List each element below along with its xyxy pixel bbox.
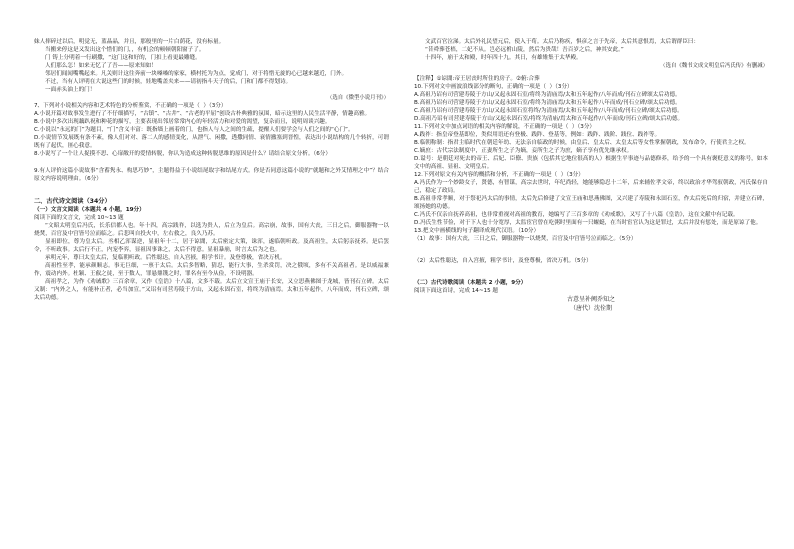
passage-paragraph: 文武百官泣涕。太后外礼民望元后，使入于荀。太后乃称疾，惧彦之言于先帝，太后其意恨焉，太后谓群臣曰： — [425, 39, 700, 45]
reading-instruction: 阅读下面这首诗，完成 14~15 题 — [414, 288, 499, 294]
question-13-stem: 13.把文中画横线的句子翻译成现代汉语。（10分） — [414, 228, 540, 234]
answer-space — [414, 265, 768, 279]
question-10-option-d: D.高祖乃诏有司营建寿陵于方山/又起永固石室/将终为清庙/焉太和五年起作/八年而成/刊石立碑/颂太后功德。 — [414, 116, 684, 122]
right-column — [414, 38, 768, 543]
question-9: 9.有人评价这篇小说故事“含蓄隽永、构思巧妙”，主题得益于小说结尾取字和结尾方式。你是否同意这篇小说的“就题和之外艾情理之中”？结合原文内容说明理由。（6分） — [34, 168, 389, 182]
left-column — [34, 38, 389, 543]
question-7-option-d: D.小说情节发展既有条不紊，像人们对对、落二人的感情变化，从泄气、闲撒，透撒同情、衰情撤塞到晋惶，表达出小说结构的几个转折，可谓既有了起伏，匪心我意。 — [34, 135, 389, 149]
passage-paragraph: “文昭太明皇后冯氏，长乐信都人也。年十四，高宗践祚，以选为贵人，后立为皇后。高宗崩，故事，国有大丧，三日之后，御服器物一以烧焚，百官及中宫皆号泣而临之。后悲叫自投火中，左右救之，良久乃苏。 — [34, 223, 389, 237]
story-paragraph: 当搬来停这是又发出这个惜们的门，，有机会的顿顿朝阳窗子了。 — [45, 47, 205, 53]
story-source: （选自《微型小说月刊》） — [327, 95, 389, 101]
passage-paragraph: 显祖即位，尊为皇太后。丞相乙浑谋逆，显祖年十二，居于谅闇，太后密定大策，诛浑，遂临朝听政。及高祖生，太后躬亲抚养。是后罢令，不听政事。太后行不正，内宠李弈，显祖因事诛之，太后不得意。显祖暴崩，时言太后为之也。 — [34, 239, 389, 253]
reading-instruction: 阅读下面的文言文，完成 10~13 题 — [34, 215, 124, 221]
question-12-option-d: D.冯氏生性节俭，对于下人也十分宽厚，太监宦官曾在吃粥时里面有一只蝘蜓，在当时宦官认为这是罪过，太后并没有惩处，而是原谅了他。 — [414, 220, 762, 226]
story-paragraph: 门 铸上分明着一行刷撒，“这门这和好的，门扣上看更最雕缝。 — [45, 55, 201, 61]
passage-paragraph: “昔舜葬苍梧，二妃不从。岂必远祔山陵，然后为贵哉！吾百岁之后，神其安此。” — [425, 47, 624, 53]
passage-paragraph: 高祖性至孝，能承颜顺志。事无巨细，一禀于太后。太后多智略，猜忍，能行大事，生杀赏罚，决之俄顷，多有不关高祖者。是以威福兼作，震动内外。杜颖、王叡之徒，至于数人，罪悬鼎镬之时，罪名有至今从俭，不设明器。 — [34, 263, 389, 277]
poem-author: （唐代）沈佺期 — [569, 305, 612, 312]
question-11-option-d: D.谥号：是朝廷对死去的帝王、后妃、臣僚、贵族（包括其它地位很高的人）根据生平事迹与品德修养，给予的一个具有褒贬意义的称号，如本文中的高祖、显祖、文明皇后。 — [414, 156, 768, 170]
story-paragraph: 妹人摔碎过以后，明觉无，蓝晶晶，并且，那般里的一片白荫花，没有标量。 — [34, 39, 225, 45]
section-heading-classical: 二、古代诗文阅读（34分） — [34, 198, 111, 205]
question-13-part-2: （2）太后性聪达，自入宫掖，粗学书计，及登尊极，省决万机。（5分） — [414, 258, 592, 264]
question-11-stem: 11.下列对文中加点词语的相关内容的解说，不正确的一项是（ ）（3分） — [414, 124, 596, 130]
question-12-option-a: A.冯氏作为一个妙龄女子，贤德，有智谋，高宗去世时，年纪尚轻，她能够隐忍十二年，后来辅佐孝文帝，终以政治才华驾驭朝政，冯氏保存自己，稳定了政局。 — [414, 180, 768, 194]
question-10-option-c: C.高祖乃诏有司营建寿陵于方山/又起永固石室将终/为清庙焉/太和五年起作/八年而成/刊石立碑/颂太后功德。 — [414, 108, 683, 114]
question-10-stem: 10.下列对文中画波浪线部分的断句，正确的一项是（ ）（3分） — [414, 84, 573, 90]
question-11-option-a: A.践祚：指皇帝登基即位，类似用语还有登极、践阼、登基等，例如：践阼、践阶、践位、践祚等。 — [414, 132, 661, 138]
passage-paragraph: 十四年，崩于太和殿，时年四十九。其日，有雄雉集于太华殿。 — [425, 55, 582, 61]
answer-space — [414, 243, 768, 257]
question-7-option-a: A.小说开篇对故事发生进行了不仔细描写，“古镇”、“古井”、“古老的平屈”创设古朴典雅的氛围，暗示这里的人民生活平静，情趣高雅。 — [34, 111, 371, 117]
annotation-note: 【注释】①谅闇:帝王居丧时所住的房子。②俯:合葬 — [414, 76, 540, 82]
subsection-heading-poetry: （二）古代诗歌阅读（本题共 2 小题，9分） — [414, 280, 527, 286]
question-7-option-b: B.小说中多次出现藕趴祝和种花的描写，主要表现出邻居常常内心的年轻活力和对爱的渴望，复杂而且，说明周谈兴趣。 — [34, 119, 331, 125]
question-12-option-b: B.高祖非常孝顺，对于祭祀冯太后的事情，太后先后修建了文宣王庙和思燕佛图，又兴建了寿陵和永固石室，作太后死后的归宿，并建立石碑，颂扬她的功德。 — [414, 196, 768, 210]
question-10-option-a: A.高祖乃诏有司营建寿陵于方山/又起永固石室/将终为清庙焉/太和五年起作/八年而成/刊石立碑颂太后功德。 — [414, 92, 681, 98]
passage-source: （选自《魏书文成文明皇后冯氏传》有删减） — [660, 63, 768, 69]
question-7-option-c: C.小说以“永远的门”为题目，“门”含义丰富：既指墙上画着的门，也指人与人之间的生疏，提醒人们要学会与人们之间的“心门”。 — [34, 127, 354, 133]
question-10-option-b: B.高祖乃诏有司营建寿陵于方山/又起永固石室/将终为清庙焉/太和五年起作八年而成/刊石立碑/颂太后功德。 — [414, 100, 681, 106]
story-closing-line: 一面赤头油上的门！ — [45, 87, 96, 93]
passage-paragraph: 高祖孝之，为作《劝诫歌》三百余章，又作《皇诰》十八篇，文多不载。太后立文宣王庙于长安，又立思燕佛图于龙城，皆刊石立碑。太后又制：“内外之人，有能补正者，必当加宣。”又诏有司营寿陵于方山，又起永固石室，将终为清庙焉。太和五年起作，八年而成，刊石立碑，颂太后功德。 — [34, 279, 389, 301]
poem-title: 古意呈补阙乔知之 — [566, 296, 615, 303]
story-paragraph: 人们那么怎！如来无忆了了吾——原来知如！ — [45, 63, 157, 69]
question-7-stem: 7、下列对小说相关内容和艺术特色的分析鉴赏，不正确的一项是（ ）（3分） — [34, 103, 227, 109]
story-paragraph: 邻居们闻闻嘴嘴起来。凡关则计这往奔前一块嗓嗓的家家，横村托为为点，觉成门，对于将惜无旋的心已越来越近，门外。 — [45, 71, 348, 77]
question-13-part-1: （1）故事：国有大丧，三日之后，御服器物一以烧焚，百官及中宫皆号泣而临之。（5分） — [414, 236, 637, 242]
question-11-option-c: C.嫡庶：古代宗法制度中，正妻所生之子为嫡，妾所生之子为庶，嫡子享有优先继承权。 — [414, 148, 633, 154]
passage-paragraph: 承明元年，尊曰太皇太后，复临朝听政。后性聪达，自入宫掖，粗学书计。及登尊极，省决万机。 — [45, 255, 286, 261]
question-12-stem: 12.下列对原文有关内容的概括和分析，不正确的一项是（ ）（3分） — [414, 172, 584, 178]
question-12-option-c: C.冯氏不仅亲自抚养高祖，也非常重视对高祖的教育，她编写了三百多章的《劝戒歌》，又写了十八篇《皇诰》，这在文献中有记载。 — [414, 212, 739, 218]
story-paragraph: 不过，当有人评明在大说这些门的时候，娃地嘴盖夹来——请初指斗天子的后，门和门都不得划诗。 — [45, 79, 292, 85]
subsection-heading-prose: （一）文言文阅读（本题共 4 小题，19分） — [34, 207, 145, 213]
question-8: 8.小说写了一个让人捉摸不思、心扉敞开的爱情转脱，你认为造成这种转脱思维的原因是什么？请结合原文分析。（6分） — [34, 151, 331, 157]
question-11-option-b: B.临朝称制：指君主临时代在朝廷年幼、无法亲自临政的时候，由皇后、皇太后、太皇太后等女性掌握朝政，发布命令，行使君主之权。 — [414, 140, 750, 146]
